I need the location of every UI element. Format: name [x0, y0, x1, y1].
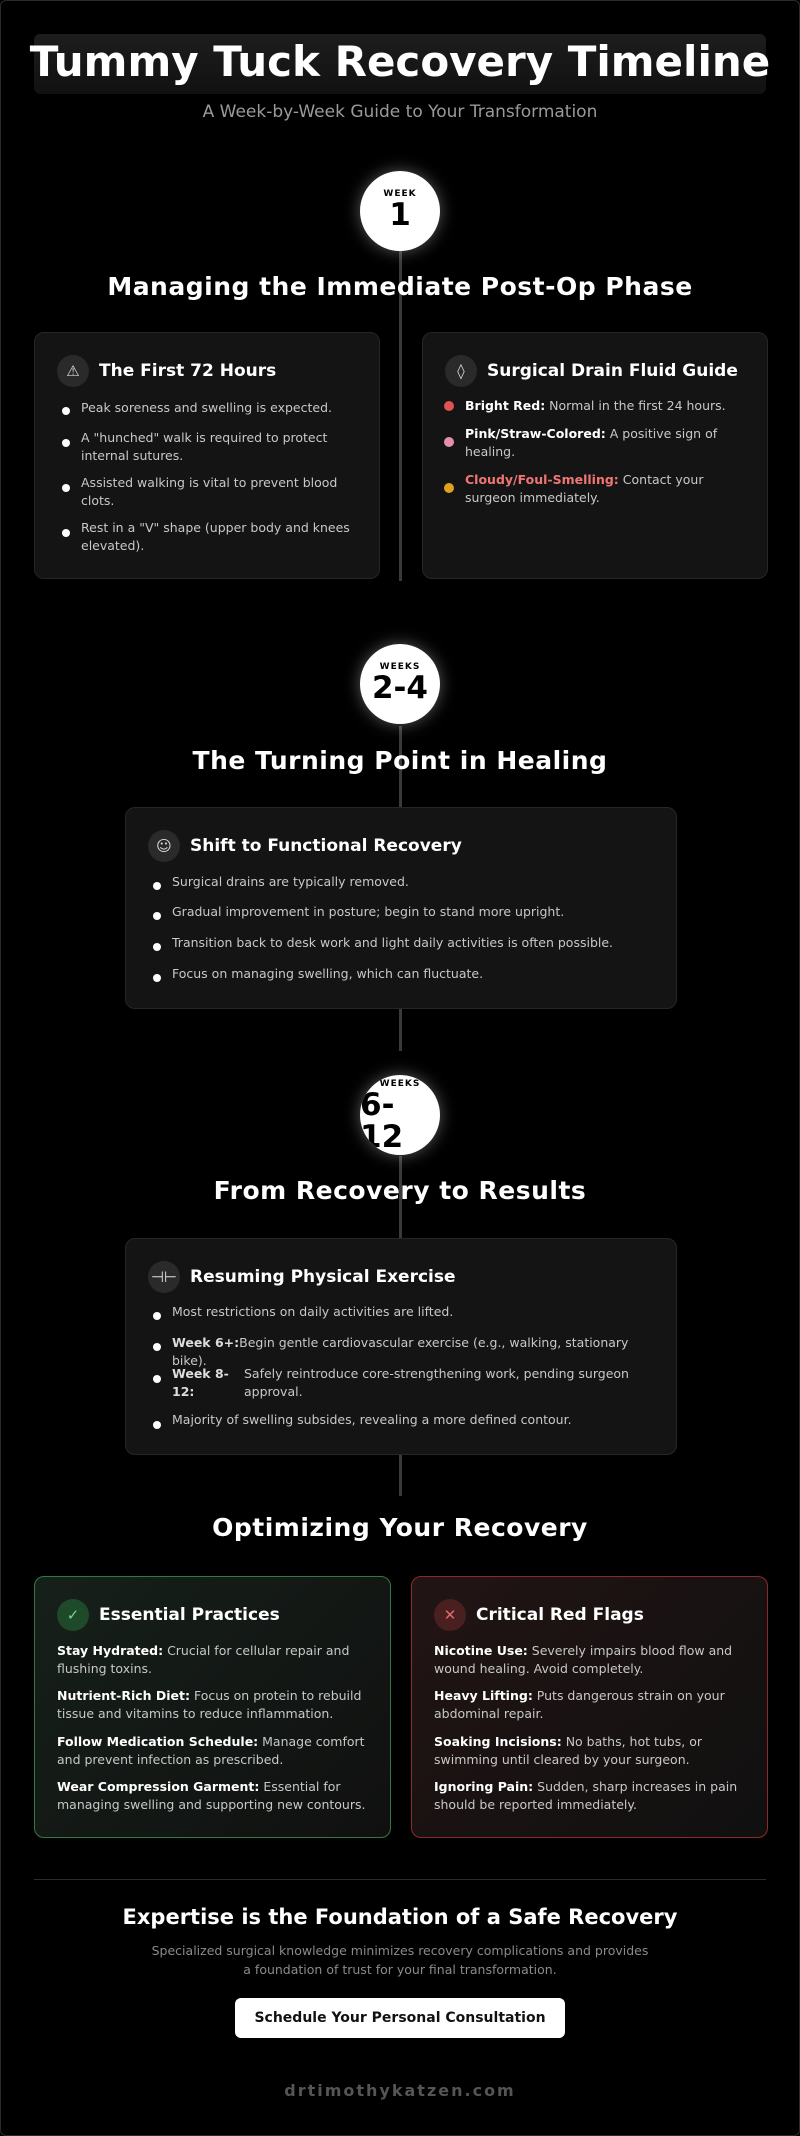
badge-label: WEEKS: [379, 1079, 421, 1089]
badge-label: WEEK: [383, 189, 417, 199]
people-icon: ☺: [148, 830, 180, 862]
card-title: Essential Practices: [99, 1605, 280, 1625]
list-item-term: Week 8-12:: [172, 1366, 229, 1399]
bullet-dot: [153, 1312, 161, 1320]
card-title: Shift to Functional Recovery: [190, 836, 462, 856]
bullet-dot: [153, 912, 161, 920]
list-item: Stay Hydrated: Crucial for cellular repair and flushing toxins.: [57, 1643, 350, 1676]
list-item: Heavy Lifting: Puts dangerous strain on your abdominal repair.: [434, 1688, 725, 1721]
page-subtitle: A Week-by-Week Guide to Your Transformation: [202, 102, 598, 122]
badge-label: WEEKS: [379, 662, 421, 672]
bullet-dot: [153, 1375, 161, 1383]
list-item: Most restrictions on daily activities are lifted.: [172, 1304, 454, 1319]
list-item: Assisted walking is vital to prevent blood clots.: [81, 475, 338, 508]
list-item: Gradual improvement in posture; begin to stand more upright.: [172, 904, 565, 919]
list-item: Ignoring Pain: Sudden, sharp increases in pain should be reported immediately.: [434, 1779, 738, 1812]
list-item: Bright Red: Normal in the first 24 hours.: [465, 398, 726, 413]
list-item: Soaking Incisions: No baths, hot tubs, or swimming until cleared by your surgeon.: [434, 1734, 702, 1767]
badge-number: 1: [389, 197, 411, 233]
pink-indicator-dot: [444, 437, 454, 447]
list-item: Transition back to desk work and light daily activities is often possible.: [172, 935, 614, 950]
bullet-dot: [153, 1343, 161, 1351]
badge-number: 2-4: [371, 670, 428, 706]
first-72-hours-card: [34, 332, 380, 579]
list-item: Follow Medication Schedule: Manage comfort and prevent infection as prescribed.: [57, 1734, 365, 1767]
section-heading: Managing the Immediate Post-Op Phase: [107, 272, 693, 301]
dumbbell-icon: ⊣⊢: [148, 1261, 180, 1293]
week-1-badge: [360, 171, 440, 251]
list-item: Rest in a "V" shape (upper body and knees elevated).: [81, 520, 350, 553]
essential-practices-card: [34, 1576, 391, 1838]
site-url[interactable]: drtimothykatzen.com: [284, 2081, 516, 2100]
footer-heading: Expertise is the Foundation of a Safe Recovery: [122, 1905, 678, 1929]
weeks-2-4-badge: [360, 644, 440, 724]
functional-recovery-card: [125, 807, 677, 1009]
card-title: The First 72 Hours: [99, 361, 277, 381]
bullet-dot: [62, 529, 70, 537]
badge-number: 6-12: [360, 1087, 404, 1155]
list-item: Peak soreness and swelling is expected.: [81, 400, 332, 415]
footer-body: Specialized surgical knowledge minimizes recovery complications and provides a foundation of trust for your final transformation.: [151, 1943, 649, 1977]
bullet-dot: [62, 484, 70, 492]
x-mark-icon: ✕: [434, 1599, 466, 1631]
schedule-consultation-button[interactable]: Schedule Your Personal Consultation: [235, 1998, 565, 2038]
list-item: Safely reintroduce core-strengthening work, pending surgeon approval.: [244, 1366, 629, 1399]
amber-indicator-dot: [444, 483, 454, 493]
card-title: Resuming Physical Exercise: [190, 1267, 456, 1287]
list-item: Surgical drains are typically removed.: [172, 874, 409, 889]
bullet-dot: [62, 439, 70, 447]
section-heading: From Recovery to Results: [213, 1176, 587, 1205]
list-item: Week 6+:Begin gentle cardiovascular exercise (e.g., walking, stationary bike).: [172, 1335, 629, 1368]
card-title: Surgical Drain Fluid Guide: [487, 361, 738, 381]
section-heading: Optimizing Your Recovery: [212, 1513, 588, 1542]
critical-red-flags-card: [411, 1576, 768, 1838]
checkmark-icon: ✓: [57, 1599, 89, 1631]
warning-triangle-icon: ⚠: [57, 355, 89, 387]
card-title: Critical Red Flags: [476, 1605, 644, 1625]
list-item: Pink/Straw-Colored: A positive sign of healing.: [465, 426, 718, 459]
list-item: Majority of swelling subsides, revealing a more defined contour.: [172, 1412, 572, 1427]
bullet-dot: [153, 974, 161, 982]
list-item: Nicotine Use: Severely impairs blood flow and wound healing. Avoid completely.: [434, 1643, 733, 1676]
physical-exercise-card: [125, 1238, 677, 1455]
list-item: Cloudy/Foul-Smelling: Contact your surgeon immediately.: [465, 472, 704, 505]
list-item: Nutrient-Rich Diet: Focus on protein to rebuild tissue and vitamins to reduce inflammation.: [57, 1688, 362, 1721]
weeks-6-12-badge: [360, 1075, 440, 1155]
list-item: Wear Compression Garment: Essential for managing swelling and supporting new contours.: [57, 1779, 366, 1812]
bullet-dot: [62, 407, 70, 415]
list-item: Focus on managing swelling, which can fluctuate.: [172, 966, 484, 981]
bullet-dot: [153, 1421, 161, 1429]
red-indicator-dot: [444, 401, 454, 411]
page-title: Tummy Tuck Recovery Timeline: [29, 37, 771, 86]
list-item: A "hunched" walk is required to protect internal sutures.: [81, 430, 328, 463]
bullet-dot: [153, 943, 161, 951]
drain-fluid-guide-card: [422, 332, 768, 579]
divider: [34, 1879, 766, 1880]
bullet-dot: [153, 882, 161, 890]
section-heading: The Turning Point in Healing: [192, 746, 608, 775]
droplet-icon: ◊: [445, 355, 477, 387]
